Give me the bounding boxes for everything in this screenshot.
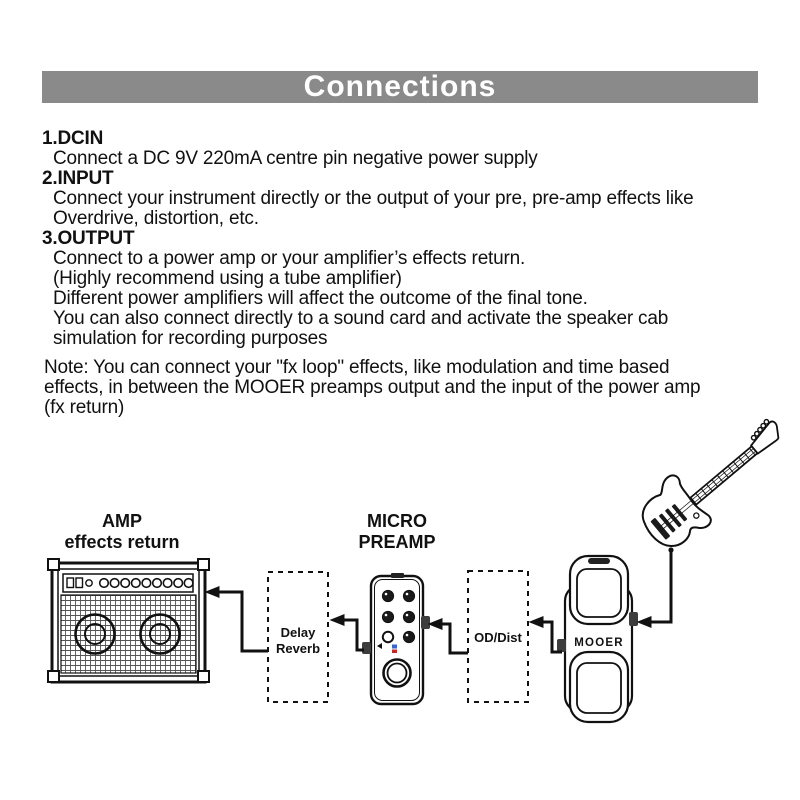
section-heading: 1.DCIN (42, 128, 104, 149)
delay-label-line1: Delay (280, 625, 316, 640)
text-line: Different power amplifiers will affect the outcome of the final tone. (53, 288, 588, 309)
note-line: Note: You can connect your "fx loop" effects, like modulation and time based (44, 357, 670, 378)
text-line: simulation for recording purposes (53, 328, 328, 349)
guitar-illustration (630, 402, 798, 557)
text-line: Connect your instrument directly or the output of your pre, pre-amp effects like (53, 188, 694, 209)
preamp-label-line1: MICRO (367, 511, 427, 531)
wah-output-jack (557, 639, 566, 652)
wah-input-jack (629, 612, 638, 626)
mooer-logo: MOOER (574, 637, 624, 649)
delay-label-line2: Reverb (275, 641, 321, 656)
amp-illustration (48, 559, 209, 682)
text-line: Overdrive, distortion, etc. (53, 208, 259, 229)
section-heading: 3.OUTPUT (42, 228, 135, 249)
note-line: (fx return) (44, 397, 125, 418)
amp-label-line1: AMP (102, 511, 142, 531)
text-line: You can also connect directly to a sound card and activate the speaker cab (53, 308, 669, 329)
preamp-button (383, 632, 393, 642)
page-title: Connections (303, 70, 497, 103)
micro-preamp-illustration (362, 573, 430, 704)
preamp-input-jack (421, 616, 430, 629)
cable-delay-to-amp (219, 592, 268, 651)
cable-guitar-to-wah (651, 551, 671, 622)
dc-jack (391, 573, 404, 578)
amp-grille (61, 595, 196, 673)
od-dist-box (468, 571, 528, 702)
preamp-label-line2: PREAMP (358, 532, 436, 552)
guitar-frets (696, 448, 755, 500)
text-line: Connect to a power amp or your amplifier’s effects return. (53, 248, 526, 269)
od-dist-label: OD/Dist (474, 630, 522, 645)
delay-reverb-box (268, 572, 328, 702)
amp-knobs (100, 579, 193, 588)
guitar-neck (690, 446, 757, 504)
cable-od-to-preamp (442, 624, 468, 653)
preamp-accent-blue (392, 645, 397, 649)
text-line: Connect a DC 9V 220mA centre pin negative power supply (53, 148, 538, 169)
section-heading: 2.INPUT (42, 168, 114, 189)
cable-preamp-to-delay (344, 620, 364, 650)
mooer-pedal-illustration (557, 556, 638, 722)
note-line: effects, in between the MOOER preamps output and the input of the power amp (44, 377, 701, 398)
preamp-accent-red (392, 650, 397, 654)
preamp-output-jack (362, 642, 371, 654)
amp-label-line2: effects return (64, 532, 180, 552)
text-line: (Highly recommend using a tube amplifier) (53, 268, 402, 289)
